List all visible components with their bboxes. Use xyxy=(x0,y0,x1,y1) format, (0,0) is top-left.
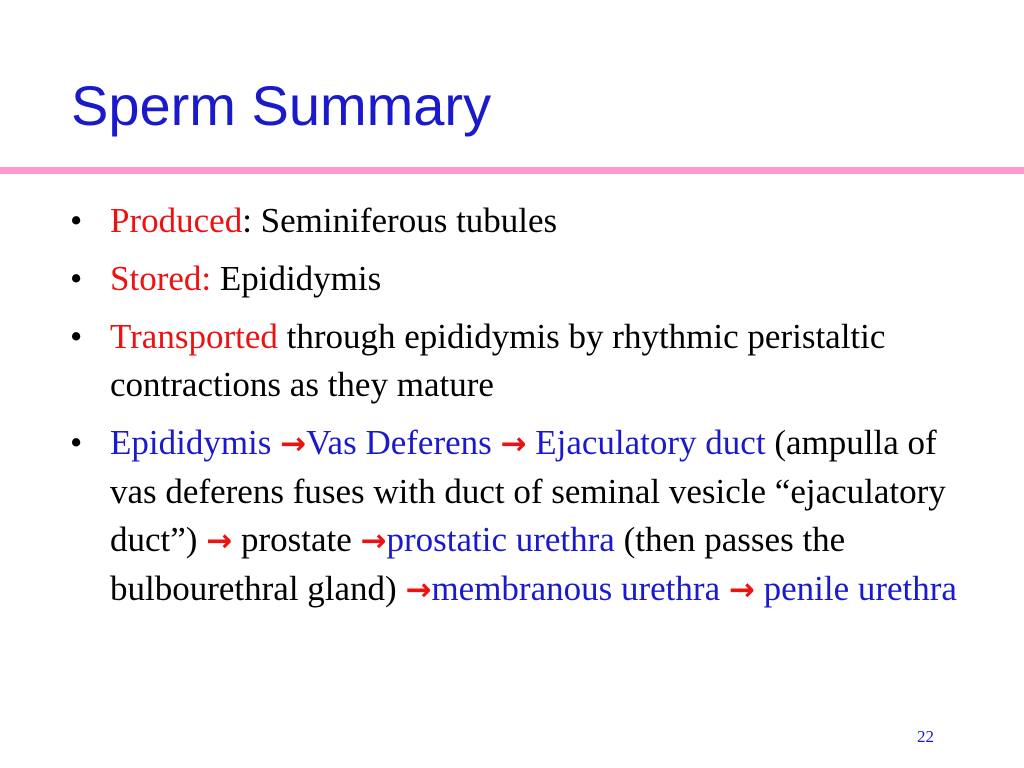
bullet-stored xyxy=(70,255,970,303)
stored-text: Epididymis xyxy=(211,259,382,298)
term-transported: Transported xyxy=(110,317,278,356)
pathway-ampulla-note: (ampulla of vas deferens fuses with duct of seminal vesicle “ejaculatory duct”) xyxy=(110,423,946,559)
term-stored: Stored: xyxy=(110,259,212,298)
slide-title: Sperm Summary xyxy=(71,74,492,137)
right-arrow-icon: → xyxy=(500,426,527,462)
bullet-pathway xyxy=(70,419,970,614)
title-divider xyxy=(0,167,1024,174)
pathway-epididymis: Epididymis xyxy=(110,423,281,462)
right-arrow-icon: → xyxy=(360,523,387,559)
right-arrow-icon: → xyxy=(280,426,307,462)
pathway-vas-deferens: Vas Deferens xyxy=(306,423,501,462)
right-arrow-icon: → xyxy=(728,572,755,608)
produced-text: : Seminiferous tubules xyxy=(242,201,558,240)
pathway-prostate: prostate xyxy=(232,520,361,559)
right-arrow-icon: → xyxy=(405,572,432,608)
term-produced: Produced xyxy=(110,201,243,240)
bullet-produced xyxy=(70,197,970,245)
bullet-dot: • xyxy=(70,201,83,240)
pathway-membranous-urethra: membranous urethra xyxy=(431,569,729,608)
pathway-prostatic-urethra: prostatic urethra xyxy=(386,520,615,559)
bullet-dot: • xyxy=(70,259,83,298)
pathway-bulbourethral-note: (then passes the bulbourethral gland) xyxy=(110,520,846,608)
transported-text: through epididymis by rhythmic peristaltic contractions as they mature xyxy=(110,317,886,404)
page-number: 22 xyxy=(917,727,934,746)
bullet-transported xyxy=(70,313,970,409)
pathway-ejaculatory-duct: Ejaculatory duct xyxy=(526,423,766,462)
bullet-dot: • xyxy=(70,317,83,356)
right-arrow-icon: → xyxy=(206,523,233,559)
bullet-dot: • xyxy=(70,423,83,462)
pathway-penile-urethra: penile urethra xyxy=(754,569,957,608)
bullet-list xyxy=(70,197,970,624)
